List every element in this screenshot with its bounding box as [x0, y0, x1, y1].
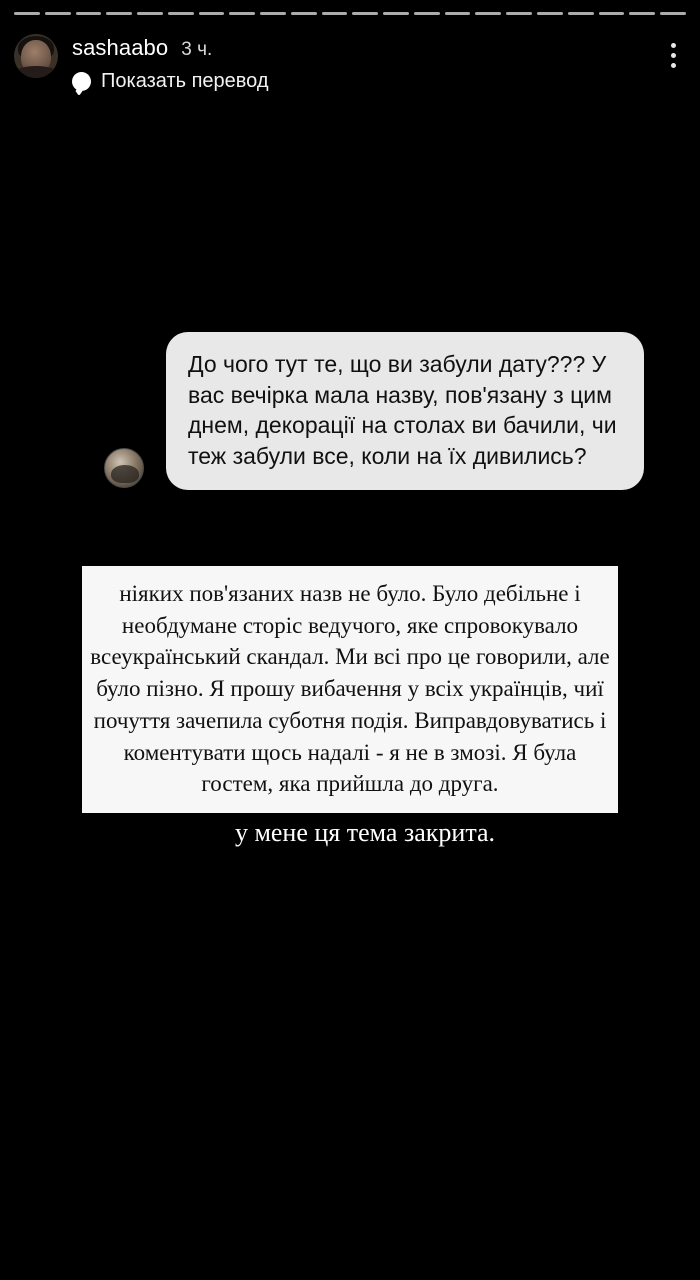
progress-segment[interactable]: [199, 12, 225, 15]
kebab-dot: [671, 63, 676, 68]
progress-segment[interactable]: [76, 12, 102, 15]
progress-segment[interactable]: [45, 12, 71, 15]
show-translation-label: Показать перевод: [101, 70, 269, 92]
progress-segment[interactable]: [352, 12, 378, 15]
progress-segment[interactable]: [660, 12, 686, 15]
kebab-dot: [671, 43, 676, 48]
progress-segment[interactable]: [168, 12, 194, 15]
progress-segment[interactable]: [629, 12, 655, 15]
progress-segment[interactable]: [14, 12, 40, 15]
kebab-menu-icon[interactable]: [660, 34, 686, 74]
progress-segment[interactable]: [599, 12, 625, 15]
header-text: [72, 34, 269, 93]
progress-segment[interactable]: [137, 12, 163, 15]
avatar-shoulders: [14, 66, 58, 78]
speech-bubble-icon: [72, 72, 91, 91]
username[interactable]: sashaabo: [72, 35, 169, 60]
name-row: [72, 35, 269, 61]
progress-segment[interactable]: [506, 12, 532, 15]
kebab-dot: [671, 53, 676, 58]
progress-segment[interactable]: [322, 12, 348, 15]
progress-segment[interactable]: [383, 12, 409, 15]
progress-segment[interactable]: [445, 12, 471, 15]
timestamp: 3 ч.: [181, 39, 213, 60]
progress-segment[interactable]: [414, 12, 440, 15]
story-header: [14, 34, 686, 93]
closing-line: у мене ця тема закрита.: [234, 818, 496, 847]
commenter-avatar[interactable]: [104, 448, 144, 488]
question-bubble: До чого тут те, що ви забули дату??? У вас вечірка мала назву, пов'язану з цим днем, декорації на столах ви бачили, чи теж забули все, коли на їх дивились?: [166, 332, 644, 490]
progress-segment[interactable]: [260, 12, 286, 15]
progress-segment[interactable]: [291, 12, 317, 15]
question-bubble-row: [104, 332, 644, 490]
story-progress-bar[interactable]: [14, 12, 686, 15]
progress-segment[interactable]: [568, 12, 594, 15]
progress-segment[interactable]: [106, 12, 132, 15]
progress-segment[interactable]: [537, 12, 563, 15]
progress-segment[interactable]: [475, 12, 501, 15]
show-translation-button[interactable]: [72, 70, 269, 93]
progress-segment[interactable]: [229, 12, 255, 15]
avatar[interactable]: [14, 34, 58, 78]
answer-text-block: ніяких пов'язаних назв не було. Було дебільне і необдумане сторіс ведучого, яке спровокувало всеукраїнський скандал. Ми всі про це говорили, але було пізно. Я прошу вибачення у всіх українців, чиї почуття зачепила суботня подія. Виправдовуватись і коментувати щось надалі - я не в змозі. Я була гостем, яка прийшла до друга.: [82, 566, 618, 813]
